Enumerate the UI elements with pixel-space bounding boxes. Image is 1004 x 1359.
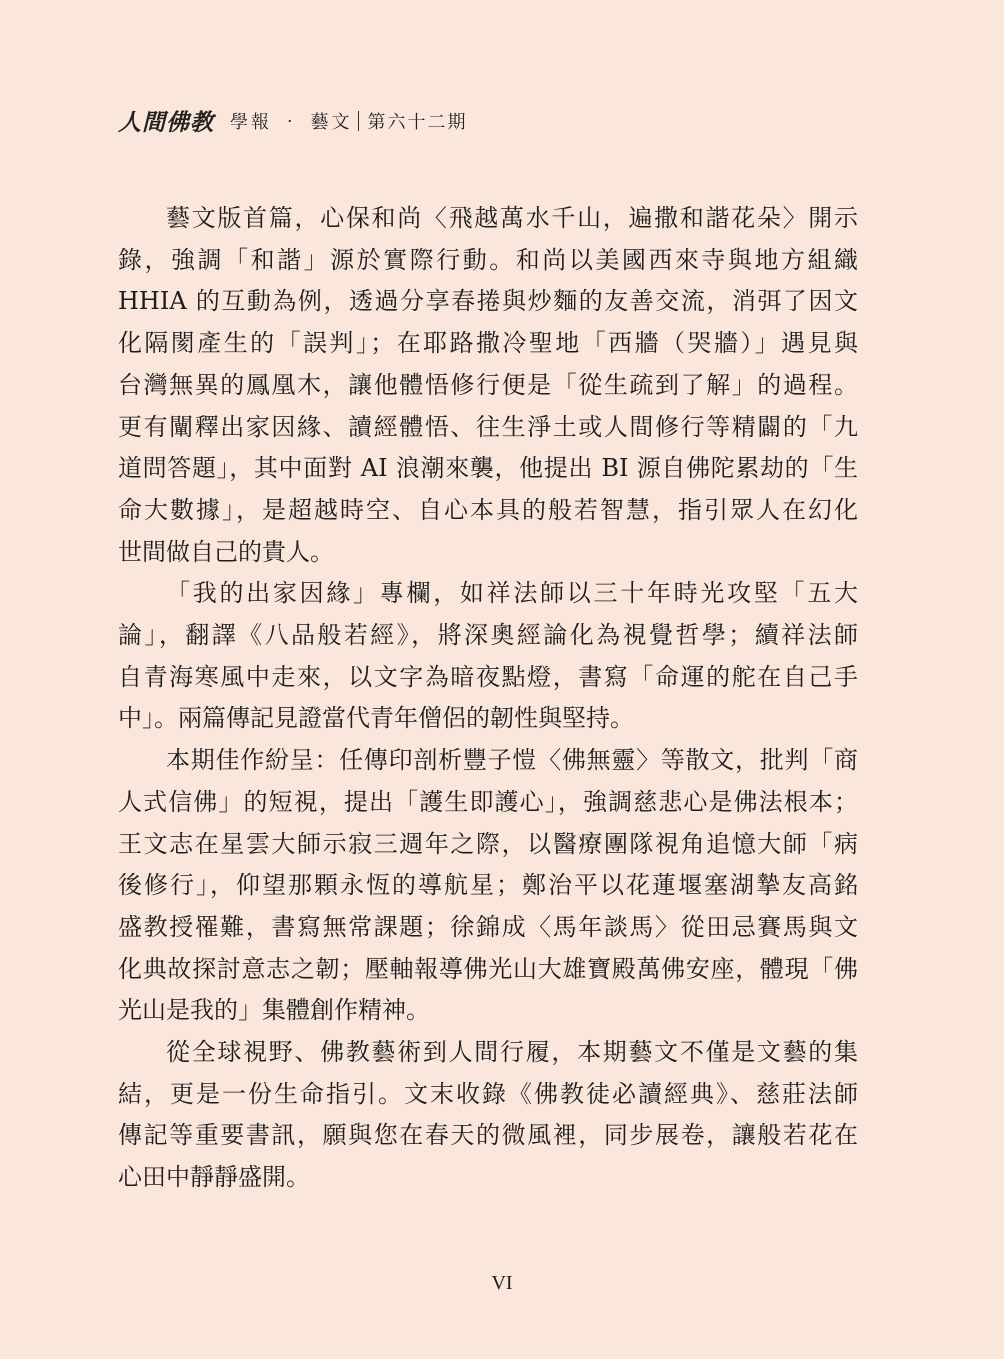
article-body (118, 198, 858, 1199)
text-line: 人式信佛」的短視，提出「護生即護心」，強調慈悲心是佛法根本； (118, 787, 858, 816)
text-line: 中」。兩篇傳記見證當代青年僧侶的韌性與堅持。 (118, 704, 634, 733)
text-line: 錄，強調「和諧」源於實際行動。和尚以美國西來寺與地方組織 (118, 245, 858, 274)
text-line: 化典故探討意志之韌；壓軸報導佛光山大雄寶殿萬佛安座，體現「佛 (118, 954, 858, 983)
text-line: 更有闡釋出家因緣、讀經體悟、往生淨土或人間修行等精闢的「九 (118, 412, 858, 441)
text-line: 命大數據」，是超越時空、自心本具的般若智慧，指引眾人在幻化 (118, 495, 858, 524)
paragraph-4 (118, 1032, 858, 1199)
text-line: 藝文版首篇，心保和尚〈飛越萬水千山，遍撒和諧花朵〉開示 (166, 204, 858, 232)
paragraph-2 (118, 573, 858, 740)
text-line: 世間做自己的貴人。 (118, 537, 334, 566)
text-line: 結，更是一份生命指引。文末收錄《佛教徒必讀經典》、慈莊法師 (118, 1079, 858, 1108)
paragraph-1 (118, 198, 858, 573)
running-header (118, 104, 467, 137)
text-line: 化隔閡產生的「誤判」；在耶路撒冷聖地「西牆（哭牆）」遇見與 (118, 329, 858, 358)
issue-label: 第六十二期 (367, 111, 468, 133)
text-line: 盛教授罹難，書寫無常課題；徐錦成〈馬年談馬〉從田忌賽馬與文 (118, 912, 858, 941)
journal-logo: 人間佛教 (118, 110, 214, 136)
header-divider (358, 111, 359, 131)
text-line: 心田中靜靜盛開。 (118, 1163, 310, 1192)
text-line: 台灣無異的鳳凰木，讓他體悟修行便是「從生疏到了解」的過程。 (118, 370, 858, 399)
page-number: VI (491, 1272, 513, 1294)
journal-title: 學報 ‧ 藝文 (230, 111, 353, 133)
text-line: 「我的出家因緣」專欄，如祥法師以三十年時光攻堅「五大 (166, 579, 858, 608)
paragraph-3 (118, 740, 858, 1032)
text-line: 傳記等重要書訊，願與您在春天的微風裡，同步展卷，讓般若花在 (118, 1121, 858, 1150)
text-line: 從全球視野、佛教藝術到人間行履，本期藝文不僅是文藝的集 (166, 1038, 858, 1067)
text-line: 本期佳作紛呈：任傳印剖析豐子愷〈佛無靈〉等散文，批判「商 (166, 746, 858, 775)
text-line: HHIA 的互動為例，透過分享春捲與炒麵的友善交流，消弭了因文 (118, 287, 858, 316)
text-line: 道問答題」，其中面對 AI 浪潮來襲，他提出 BI 源自佛陀累劫的「生 (118, 454, 858, 483)
text-line: 王文志在星雲大師示寂三週年之際，以醫療團隊視角追憶大師「病 (118, 829, 858, 858)
text-line: 論」，翻譯《八品般若經》，將深奧經論化為視覺哲學；續祥法師 (118, 621, 858, 650)
text-line: 光山是我的」集體創作精神。 (118, 996, 430, 1025)
text-line: 自青海寒風中走來，以文字為暗夜點燈，書寫「命運的舵在自己手 (118, 662, 858, 691)
text-line: 後修行」，仰望那顆永恆的導航星；鄭治平以花蓮堰塞湖摯友高銘 (118, 871, 858, 900)
